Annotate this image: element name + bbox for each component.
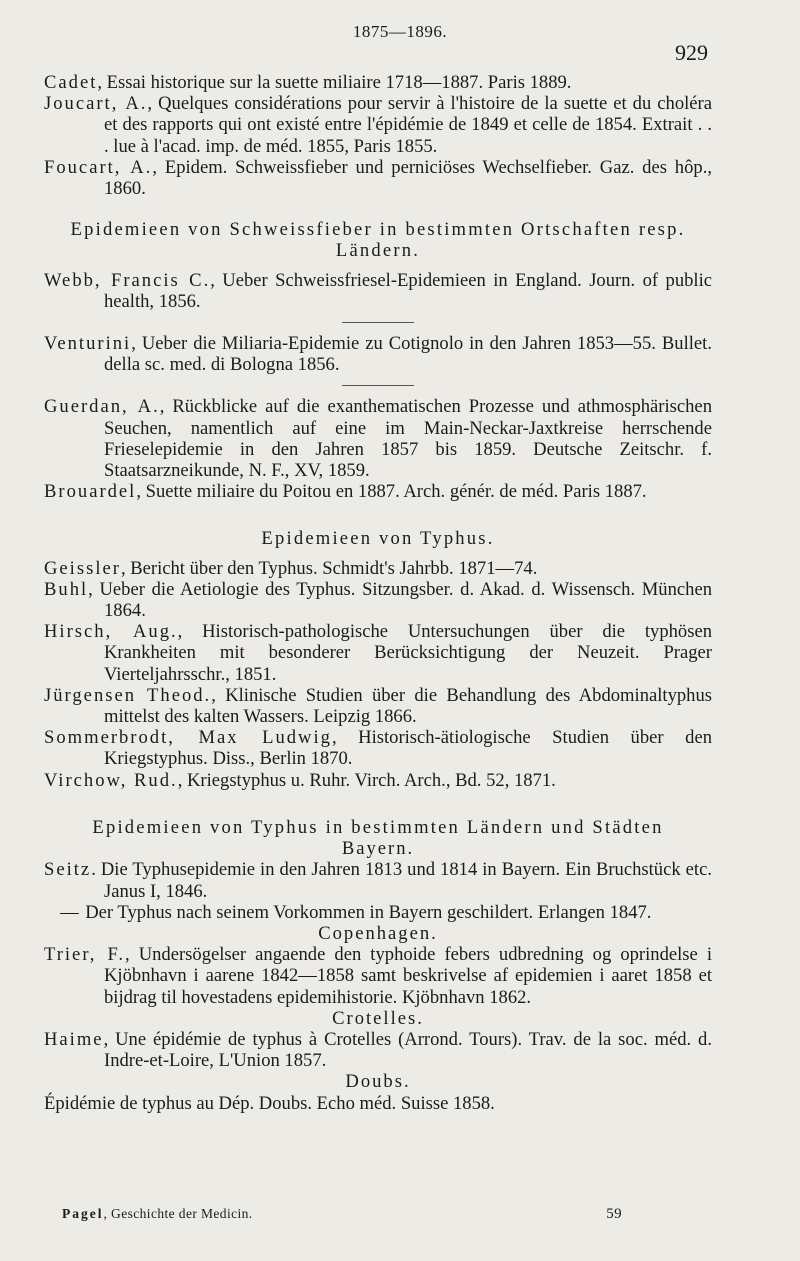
running-head: 1875—1896. [352, 22, 448, 41]
entry-author: Joucart, A. [44, 93, 148, 115]
bibliography-entry [44, 481, 712, 502]
separator-rule [342, 385, 414, 386]
bibliography-entry [44, 270, 712, 312]
bibliography-entry [44, 902, 712, 923]
entry-text: , Ueber Schweissfriesel-Epidemieen in England. Journ. of public health, 1856. [104, 269, 712, 312]
subsection-heading: Doubs. [345, 1071, 411, 1093]
bibliography-entry [44, 621, 712, 685]
page-footer [62, 1206, 622, 1222]
subsection-heading: Crotelles. [332, 1007, 424, 1029]
entry-author: Sommerbrodt, Max Ludwig [44, 727, 332, 749]
entry-text: , Historisch-ätiologische Studien über den Kriegstyphus. Diss., Berlin 1870. [104, 727, 712, 770]
bibliography-entry [44, 72, 712, 93]
footer-signature: 59 [606, 1206, 622, 1222]
entry-author: — [60, 901, 81, 923]
bibliography-entry [44, 558, 712, 579]
bibliography-entry [44, 333, 712, 375]
bibliography-entry [44, 157, 712, 199]
bibliography-entry [44, 770, 712, 791]
entry-author: Buhl [44, 578, 89, 600]
section-heading: Epidemieen von Schweissfieber in bestimmten Ortschaften resp. Ländern. [70, 219, 686, 262]
bibliography-section [44, 72, 712, 199]
section-heading: Epidemieen von Typhus. [261, 528, 495, 550]
page-number: 929 [675, 40, 708, 65]
bibliography-entry [44, 579, 712, 621]
entry-author: Venturini [44, 333, 132, 355]
entry-text: , Kriegstyphus u. Ruhr. Virch. Arch., Bd. 52, 1871. [177, 769, 556, 791]
footer-publisher: Pagel [62, 1206, 104, 1221]
section-heading: Epidemieen von Typhus in bestimmten Ländern und Städten [92, 816, 664, 838]
entry-text: , Epidem. Schweissfieber und perniciöses Wechselfieber. Gaz. des hôp., 1860. [104, 156, 712, 200]
entry-text: , Essai historique sur la suette miliaire 1718—1887. Paris 1889. [97, 72, 572, 93]
entry-text: , Ueber die Miliaria-Epidemie zu Cotignolo in den Jahren 1853—55. Bullet. della sc. med. di Bologna 1856. [104, 333, 712, 376]
entry-author: Geissler [44, 557, 121, 579]
subsection-heading: Bayern. [341, 838, 415, 860]
separator-rule [342, 322, 414, 323]
bibliography-section [44, 333, 712, 375]
footer-book-title: , Geschichte der Medicin. [103, 1206, 253, 1221]
bibliography-entry [44, 396, 712, 481]
bibliography-entry [44, 727, 712, 769]
entry-author: Webb, Francis C. [44, 269, 211, 291]
entry-text: . Die Typhusepidemie in den Jahren 1813 und 1814 in Bayern. Ein Bruchstück etc. Janus I, 1846. [91, 859, 712, 902]
bibliography-entry [44, 859, 712, 901]
entry-text: , Quelques considérations pour servir à l'histoire de la suette et du choléra et des rapports qui ont existé entre l'épidémie de 1849 et celle de 1854. Extrait . . . lue à l'acad. imp. de méd. 1855, Paris 1855. [104, 93, 712, 157]
bibliography-entry [44, 685, 712, 727]
entry-text: , Bericht über den Typhus. Schmidt's Jahrbb. 1871—74. [120, 557, 538, 579]
entry-author: Cadet [44, 72, 98, 93]
entry-text: , Historisch-pathologische Untersuchungen über die typhösen Krankheiten mit besonderer Berücksichtigung der Neuzeit. Prager Vierteljahrsschr., 1851. [104, 621, 712, 685]
entry-author: Trier, F. [44, 944, 125, 966]
entry-author: Foucart, A. [44, 156, 153, 178]
subsection-heading: Copenhagen. [318, 922, 438, 944]
bibliography-entry [44, 93, 712, 157]
entry-author: Jürgensen Theod. [44, 684, 212, 706]
entry-author: Haime [44, 1028, 104, 1050]
entry-text: , Une épidémie de typhus à Crotelles (Arrond. Tours). Trav. de la soc. méd. d. Indre-et-Loire, L'Union 1857. [103, 1028, 712, 1072]
entry-text: Der Typhus nach seinem Vorkommen in Bayern geschildert. Erlangen 1847. [80, 901, 652, 923]
bibliography-content [44, 72, 712, 1114]
entry-text: , Rückblicke auf die exanthematischen Prozesse und athmosphärischen Seuchen, namentlich auf eine im Main-Neckar-Jaxtkreise herrschende Frieselepidemie in den Jahren 1857 bis 1859. Deutsche Zeitschr. f. Staatsarzneikunde, N. F., XV, 1859. [104, 396, 712, 482]
bibliography-section [44, 219, 712, 312]
bibliography-section [44, 528, 712, 790]
entry-text: Épidémie de typhus au Dép. Doubs. Echo méd. Suisse 1858. [44, 1092, 495, 1114]
entry-author: Virchow, Rud. [44, 769, 178, 791]
entry-text: , Ueber die Aetiologie des Typhus. Sitzungsber. d. Akad. d. Wissensch. München 1864. [88, 578, 712, 622]
entry-author: Hirsch, Aug. [44, 621, 178, 643]
bibliography-entry [44, 944, 712, 1008]
entry-text: , Klinische Studien über die Behandlung des Abdominaltyphus mittelst des kalten Wassers. Leipzig 1866. [104, 684, 712, 728]
entry-author: Guerdan, A. [44, 396, 160, 418]
bibliography-entry [44, 1029, 712, 1071]
entry-author: Brouardel [44, 481, 137, 503]
bibliography-section [44, 817, 712, 1114]
bibliography-entry [44, 1093, 712, 1114]
entry-text: , Suette miliaire du Poitou en 1887. Arch. génér. de méd. Paris 1887. [136, 481, 647, 503]
bibliography-section [44, 396, 712, 502]
entry-author: Seitz [44, 859, 92, 881]
entry-text: , Undersögelser angaende den typhoide febers udbredning og oprindelse i Kjöbnhavn i aarene 1842—1858 samt beskrivelse af epidemien i aaret 1858 et bijdrag til hovestadens epidemihistorie. Kjöbnhavn 1862. [104, 944, 712, 1008]
